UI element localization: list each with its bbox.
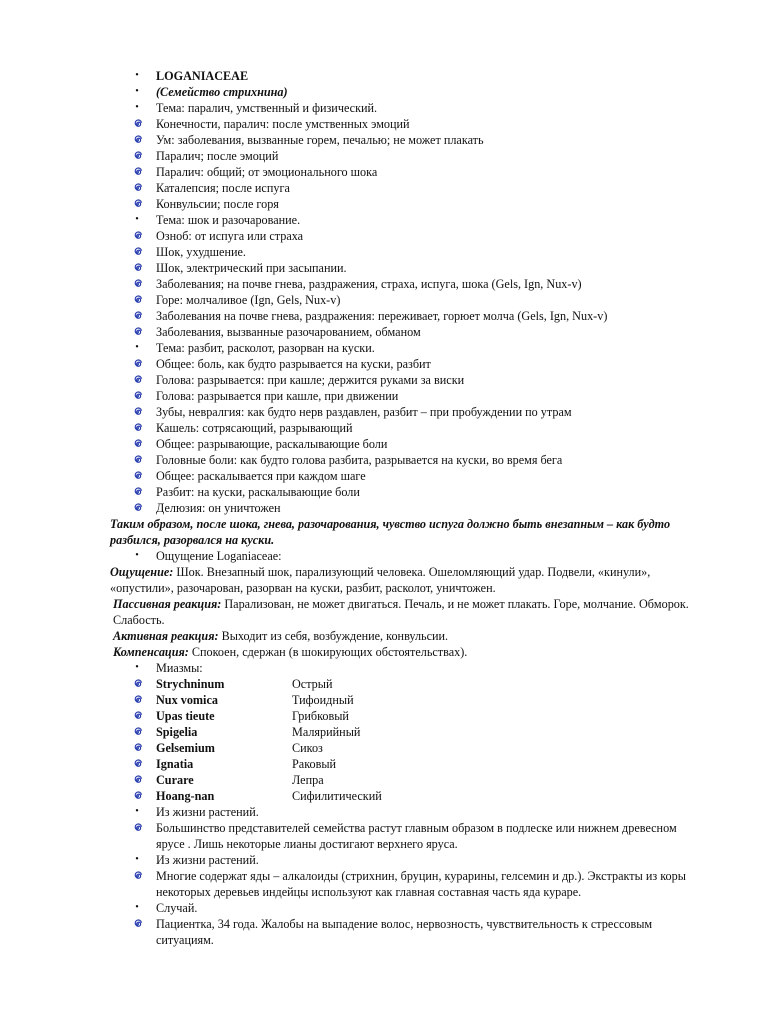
list-item — [0, 292, 768, 308]
title-line — [0, 68, 768, 84]
list-item — [0, 436, 768, 452]
life1-heading: Из жизни растений. — [156, 805, 259, 819]
document-content — [0, 68, 768, 948]
list-item-text: Горе: молчаливое (Ign, Gels, Nux-v) — [156, 293, 341, 307]
active-text: Выходит из себя, возбуждение, конвульсии. — [218, 629, 449, 643]
list-item-text: Общее: разрывающие, раскалывающие боли — [156, 437, 388, 451]
subtitle-line — [0, 84, 768, 100]
remedy-name: Nux vomica — [156, 693, 218, 707]
list-item — [0, 484, 768, 500]
bullet-icon: • — [135, 550, 139, 561]
case-heading-line — [0, 900, 768, 916]
miasm-name: Сифилитический — [292, 789, 382, 803]
miasms-heading-line — [0, 660, 768, 676]
miasm-row — [0, 788, 768, 804]
bullet-icon: • — [135, 214, 139, 225]
miasm-name: Сикоз — [292, 741, 323, 755]
sensation-heading: Ощущение Loganiaceae: — [156, 549, 282, 563]
remedy-name: Strychninum — [156, 677, 225, 691]
bullet-icon: • — [135, 806, 139, 817]
list-item — [0, 116, 768, 132]
passive-text: Парализован, не может двигаться. Печаль, и не может плакать. Горе, молчание. Обморок. Слабость. — [113, 597, 689, 627]
list-item — [0, 372, 768, 388]
life1-text: Большинство представителей семейства растут главным образом в подлеске или нижнем древесном ярусе . Лишь некоторые лианы достигают верхнего яруса. — [156, 821, 677, 851]
list-item-text: Паралич: общий; от эмоционального шока — [156, 165, 378, 179]
family-subtitle: (Семейство стрихнина) — [156, 85, 288, 99]
sensation-heading-line — [0, 548, 768, 564]
miasm-name: Тифоидный — [292, 693, 354, 707]
list-item — [0, 324, 768, 340]
list-item — [0, 420, 768, 436]
list-item-text: Озноб: от испуга или страха — [156, 229, 304, 243]
sensation-label: Ощущение: — [110, 565, 174, 579]
summary-paragraph — [0, 516, 768, 548]
bullet-icon: • — [135, 902, 139, 913]
list-item-text: Делюзия: он уничтожен — [156, 501, 281, 515]
miasms-list — [0, 676, 768, 804]
list-item — [0, 500, 768, 516]
life1-text-line — [0, 820, 768, 852]
bullet-icon: • — [135, 86, 139, 97]
remedy-name: Curare — [156, 773, 194, 787]
remedy-name: Ignatia — [156, 757, 194, 771]
list-item — [0, 260, 768, 276]
miasms-heading: Миазмы: — [156, 661, 203, 675]
list-item-text: Ум: заболевания, вызванные горем, печалью; не может плакать — [156, 133, 484, 147]
list-item — [0, 404, 768, 420]
list-item-text: Заболевания на почве гнева, раздражения: переживает, горюет молча (Gels, Ign, Nux-v) — [156, 309, 608, 323]
symptom-list — [0, 100, 768, 516]
active-paragraph — [0, 628, 768, 644]
compensation-paragraph — [0, 644, 768, 660]
life1-heading-line — [0, 804, 768, 820]
list-item-text: Голова: разрывается при кашле, при движении — [156, 389, 399, 403]
passive-paragraph — [0, 596, 768, 628]
list-item-text: Паралич; после эмоций — [156, 149, 279, 163]
list-item-text: Заболевания, вызванные разочарованием, обманом — [156, 325, 421, 339]
remedy-name: Gelsemium — [156, 741, 215, 755]
list-item — [0, 132, 768, 148]
case-text-line — [0, 916, 768, 948]
miasm-name: Малярийный — [292, 725, 361, 739]
miasm-name: Грибковый — [292, 709, 349, 723]
bullet-icon: • — [135, 342, 139, 353]
bullet-icon: • — [135, 70, 139, 81]
miasm-row — [0, 772, 768, 788]
list-item — [0, 212, 768, 228]
miasm-name: Раковый — [292, 757, 337, 771]
list-item — [0, 164, 768, 180]
list-item-text: Тема: шок и разочарование. — [156, 213, 301, 227]
list-item-text: Общее: боль, как будто разрывается на куски, разбит — [156, 357, 431, 371]
life2-text: Многие содержат яды – алкалоиды (стрихнин, бруцин, курарины, гелсемин и др.). Экстракты из коры некоторых деревьев индейцы используют как главная составная часть яда кураре. — [156, 869, 686, 899]
summary-text: Таким образом, после шока, гнева, разочарования, чувство испуга должно быть внезапным – как будто разбился, разорвался на куски. — [110, 517, 671, 547]
list-item-text: Кашель: сотрясающий, разрывающий — [156, 421, 353, 435]
list-item-text: Тема: разбит, расколот, разорван на куски. — [156, 341, 375, 355]
miasm-name: Лепра — [292, 773, 324, 787]
life2-heading-line — [0, 852, 768, 868]
list-item — [0, 276, 768, 292]
sensation-paragraph — [0, 564, 768, 596]
miasm-name: Острый — [292, 677, 333, 691]
list-item — [0, 196, 768, 212]
list-item — [0, 340, 768, 356]
list-item-text: Шок, ухудшение. — [156, 245, 246, 259]
list-item-text: Шок, электрический при засыпании. — [156, 261, 347, 275]
list-item — [0, 356, 768, 372]
case-heading: Случай. — [156, 901, 198, 915]
active-label: Активная реакция: — [113, 629, 219, 643]
miasm-row — [0, 708, 768, 724]
miasm-row — [0, 724, 768, 740]
sensation-text: Шок. Внезапный шок, парализующий человека. Ошеломляющий удар. Подвели, «кинули», «опустили», разочарован, разорван на куски, разбит, расколот, уничтожен. — [110, 565, 651, 595]
list-item — [0, 228, 768, 244]
compensation-text: Спокоен, сдержан (в шокирующих обстоятельствах). — [188, 645, 468, 659]
list-item-text: Тема: паралич, умственный и физический. — [156, 101, 378, 115]
compensation-label: Компенсация: — [113, 645, 189, 659]
miasm-row — [0, 676, 768, 692]
bullet-icon: • — [135, 662, 139, 673]
list-item-text: Зубы, невралгия: как будто нерв раздавлен, разбит – при пробуждении по утрам — [156, 405, 572, 419]
list-item — [0, 244, 768, 260]
life2-heading: Из жизни растений. — [156, 853, 259, 867]
passive-label: Пассивная реакция: — [113, 597, 222, 611]
remedy-name: Upas tieute — [156, 709, 215, 723]
bullet-icon: • — [135, 854, 139, 865]
miasm-row — [0, 740, 768, 756]
list-item-text: Конвульсии; после горя — [156, 197, 279, 211]
list-item — [0, 100, 768, 116]
remedy-name: Spigelia — [156, 725, 198, 739]
list-item-text: Общее: раскалывается при каждом шаге — [156, 469, 366, 483]
list-item-text: Разбит: на куски, раскалывающие боли — [156, 485, 360, 499]
list-item-text: Заболевания; на почве гнева, раздражения, страха, испуга, шока (Gels, Ign, Nux-v) — [156, 277, 582, 291]
list-item-text: Конечности, паралич: после умственных эмоций — [156, 117, 410, 131]
list-item — [0, 388, 768, 404]
list-item — [0, 148, 768, 164]
life2-text-line — [0, 868, 768, 900]
list-item-text: Голова: разрывается: при кашле; держится руками за виски — [156, 373, 465, 387]
remedy-name: Hoang-nan — [156, 789, 215, 803]
case-text: Пациентка, 34 года. Жалобы на выпадение волос, нервозность, чувствительность к стрессовым ситуациям. — [156, 917, 653, 947]
list-item — [0, 308, 768, 324]
list-item — [0, 452, 768, 468]
list-item-text: Головные боли: как будто голова разбита, разрывается на куски, во время бега — [156, 453, 563, 467]
miasm-row — [0, 756, 768, 772]
list-item — [0, 468, 768, 484]
family-title: LOGANIACEAE — [156, 69, 249, 83]
bullet-icon: • — [135, 102, 139, 113]
list-item-text: Каталепсия; после испуга — [156, 181, 290, 195]
miasm-row — [0, 692, 768, 708]
list-item — [0, 180, 768, 196]
